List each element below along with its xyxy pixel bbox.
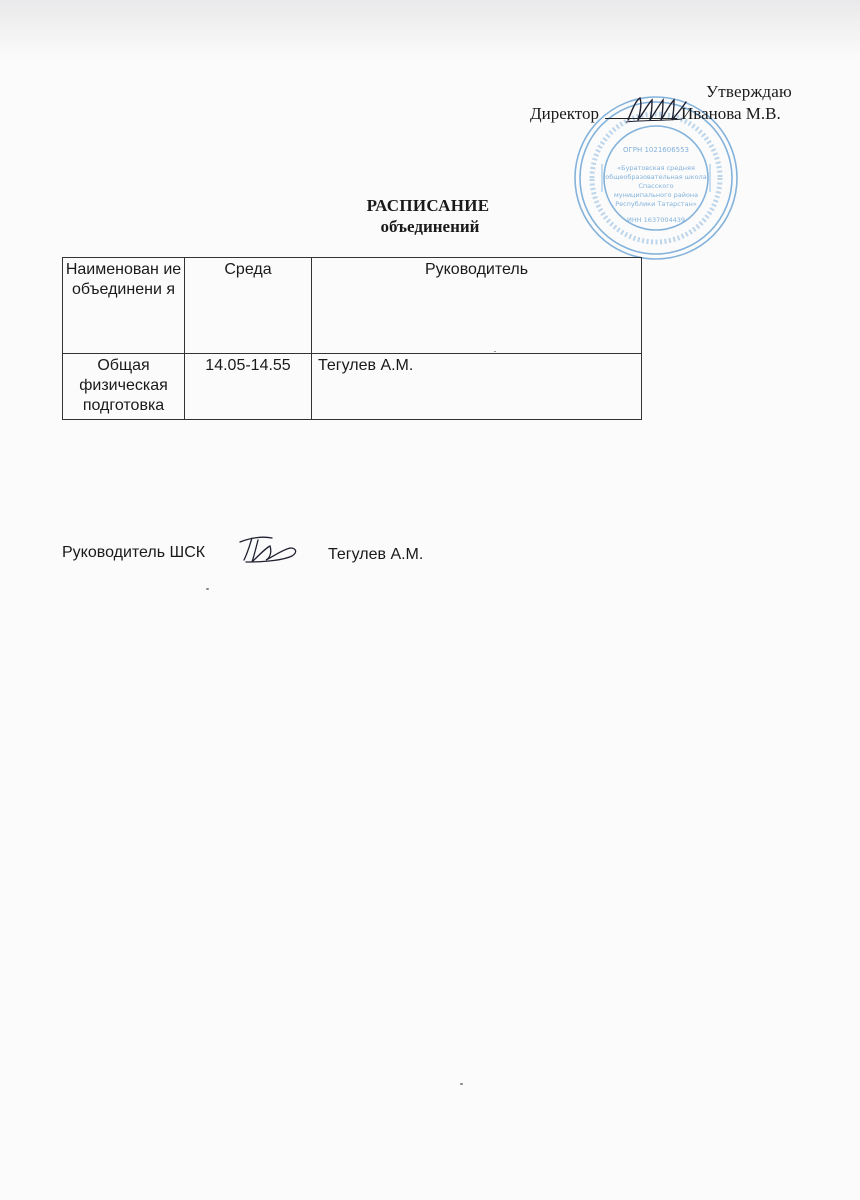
director-signature bbox=[622, 90, 692, 130]
footer-name: Тегулев А.М. bbox=[328, 546, 424, 563]
svg-text:Спасского: Спасского bbox=[638, 182, 674, 190]
table-row bbox=[63, 354, 642, 420]
cell-leader: Тегулев А.М. bbox=[312, 354, 642, 420]
header-wednesday: Среда bbox=[185, 258, 312, 354]
header-leader: Руководитель bbox=[312, 258, 642, 354]
svg-text:Республики Татарстан»: Республики Татарстан» bbox=[615, 200, 697, 208]
cell-time: 14.05-14.55 bbox=[185, 354, 312, 420]
director-role: Директор bbox=[530, 104, 599, 123]
svg-text:ИНН 1637004439: ИНН 1637004439 bbox=[626, 216, 686, 224]
schedule-table bbox=[62, 257, 642, 420]
scan-speck bbox=[494, 351, 496, 352]
svg-text:общеобразовательная школа: общеобразовательная школа bbox=[605, 173, 707, 181]
leader-signature bbox=[236, 530, 306, 570]
footer-role: Руководитель ШСК bbox=[62, 544, 206, 561]
document-title: РАСПИСАНИЕ bbox=[366, 196, 490, 215]
svg-text:муниципального района: муниципального района bbox=[613, 191, 699, 199]
svg-text:«Буратовская средняя: «Буратовская средняя bbox=[617, 164, 695, 172]
header-association-name: Наименован ие объединени я bbox=[63, 258, 185, 354]
scan-speck bbox=[206, 588, 209, 590]
approval-heading: Утверждаю bbox=[706, 82, 792, 101]
cell-association-name: Общая физическая подготовка bbox=[63, 354, 185, 420]
svg-text:ОГРН 1021606553: ОГРН 1021606553 bbox=[622, 146, 690, 154]
document-subtitle: объединений bbox=[380, 217, 480, 236]
scan-speck bbox=[460, 1083, 463, 1085]
director-name: Иванова М.В. bbox=[680, 104, 781, 123]
scan-edge-shadow bbox=[0, 0, 860, 60]
table-header-row bbox=[63, 258, 642, 354]
